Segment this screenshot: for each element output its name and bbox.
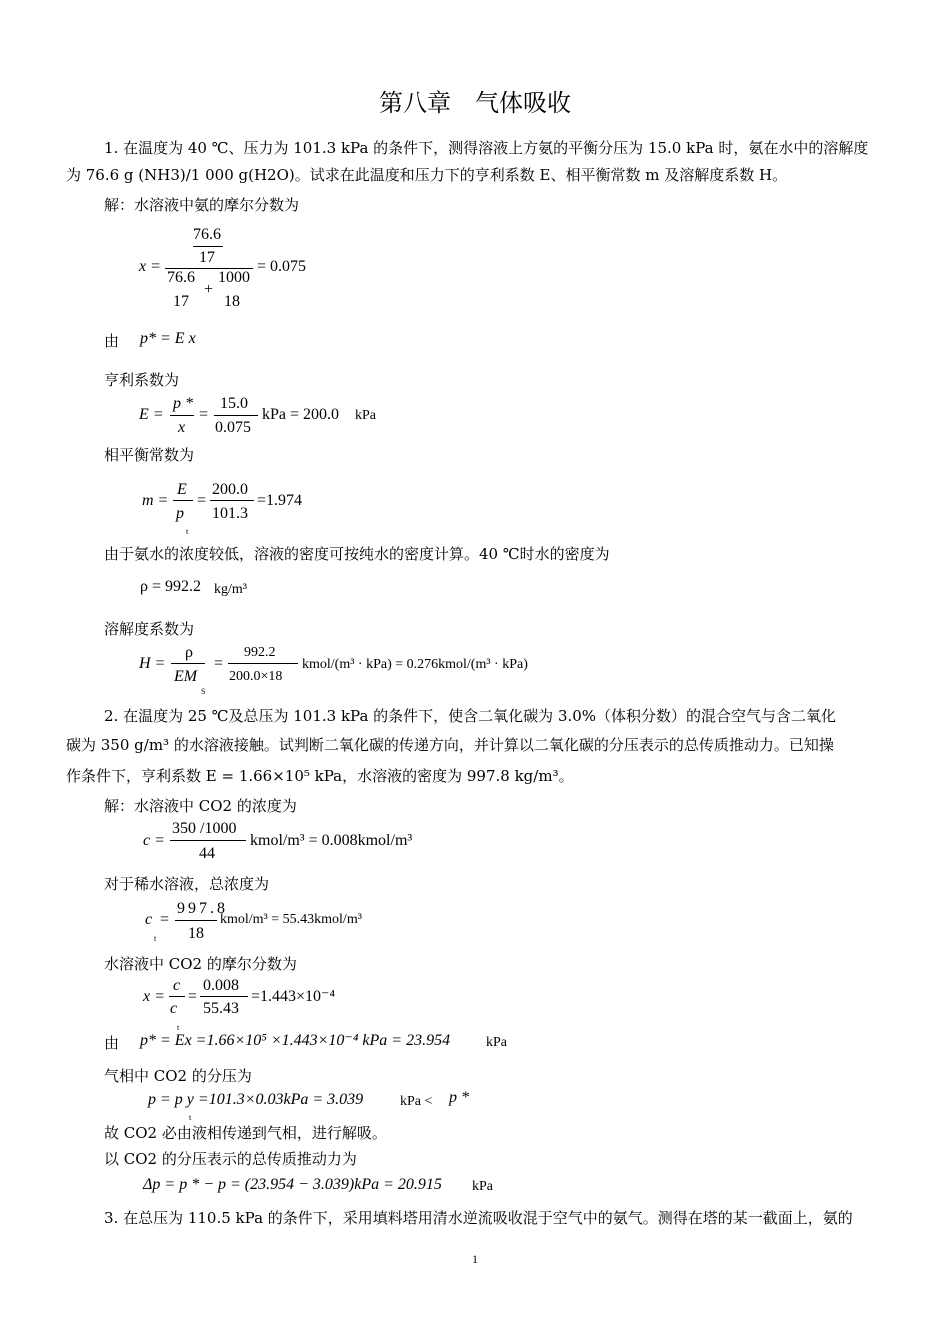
eq3-den2: 0.075: [215, 419, 251, 436]
total-concentration-label: 对于稀水溶液，总浓度为: [104, 875, 270, 893]
equation-density: ρ = 992.2: [140, 578, 202, 595]
eq4-eq: =: [197, 492, 207, 509]
eq9-result: =1.443×10⁻⁴: [251, 988, 336, 1005]
density-unit: kg/m³: [214, 582, 247, 597]
co2-mole-fraction-label: 水溶液中 CO2 的摩尔分数为: [104, 955, 297, 973]
you-label-2: 由: [104, 1034, 120, 1052]
eq1-den-n2: 76.6: [167, 269, 195, 286]
eq10-unit: kPa: [486, 1035, 507, 1050]
problem-3-line-1: 3. 在总压为 110.5 kPa 的条件下，采用填料塔用清水逆流吸收混于空气中的氨气。测得在塔的某一截面上，氨的: [104, 1209, 853, 1227]
eq9-num2: 0.008: [203, 977, 239, 994]
eq3-eq: =: [199, 406, 209, 423]
eq7-bar: [170, 840, 246, 841]
eq6-den1: EM: [174, 668, 198, 685]
eq9-den2: 55.43: [203, 1000, 239, 1017]
eq6-lhs: H =: [139, 655, 166, 672]
eq3-lhs: E =: [139, 406, 164, 423]
eq3-bar1: [170, 415, 194, 416]
eq4-num1: E: [177, 481, 187, 498]
eq1-num-top: 76.6: [193, 226, 221, 243]
eq1-den-n3: 1000: [218, 269, 250, 286]
eq7-num: 350 /1000: [172, 820, 237, 837]
eq1-den-d3: 18: [224, 293, 240, 310]
eq1-inner-bar: [193, 246, 223, 247]
phase-equilibrium-label: 相平衡常数为: [104, 446, 195, 464]
eq4-den1: p: [176, 505, 184, 522]
eq8-lhs: c: [145, 911, 153, 928]
equation-henry-law: p* = E x: [140, 330, 196, 347]
eq7-den: 44: [199, 845, 215, 862]
gas-partial-pressure-label: 气相中 CO2 的分压为: [104, 1067, 252, 1085]
eq11-unit: kPa <: [400, 1094, 433, 1109]
eq6-sub: S: [201, 687, 206, 696]
eq9-sub: t: [177, 1023, 180, 1032]
equation-driving-force: Δp = p * − p = (23.954 − 3.039)kPa = 20.915: [143, 1176, 442, 1193]
eq4-sub: t: [186, 527, 189, 536]
eq9-bar2: [200, 996, 248, 997]
problem-2-line-2: 碳为 350 g/m³ 的水溶液接触。试判断二氧化碳的传递方向，并计算以二氧化碳的分压表示的总传质推动力。已知操: [66, 736, 834, 754]
eq8-den: 18: [188, 925, 204, 942]
eq9-num1: c: [173, 977, 181, 994]
eq8-sub: t: [154, 934, 157, 943]
eq1-num-bottom: 17: [199, 249, 215, 266]
eq8-eq: =: [160, 911, 170, 928]
equation-gas-partial-pressure: p = p y =101.3×0.03kPa = 3.039: [148, 1091, 364, 1108]
eq4-bar1: [173, 500, 193, 501]
eq8-num: 997.8: [177, 900, 228, 917]
eq1-lhs: x =: [139, 258, 161, 275]
density-text: 由于氨水的浓度较低，溶液的密度可按纯水的密度计算。40 ℃时水的密度为: [104, 545, 610, 563]
eq3-result: kPa = 200.0: [262, 406, 340, 423]
eq4-result: =1.974: [257, 492, 303, 509]
eq9-den1: c: [170, 1000, 178, 1017]
henry-coefficient-label: 亨利系数为: [104, 371, 180, 389]
eq1-den-d2: 17: [173, 293, 189, 310]
eq8-result: kmol/m³ = 55.43kmol/m³: [220, 912, 362, 927]
eq4-num2: 200.0: [212, 481, 248, 498]
eq6-bar2: [228, 663, 298, 664]
solution-1-intro: 解：水溶液中氨的摩尔分数为: [104, 196, 300, 214]
eq1-result: = 0.075: [257, 258, 307, 275]
problem-1-line-2: 为 76.6 g (NH3)/1 000 g(H2O)。试求在此温度和压力下的亨利系数 E、相平衡常数 m 及溶解度系数 H。: [66, 166, 788, 184]
eq9-lhs: x =: [143, 988, 165, 1005]
eq3-num1: p *: [173, 395, 193, 412]
solution-2-intro: 解：水溶液中 CO2 的浓度为: [104, 797, 297, 815]
eq6-num2: 992.2: [244, 645, 276, 660]
eq8-bar: [175, 920, 217, 921]
problem-1-line-1: 1. 在温度为 40 ℃、压力为 101.3 kPa 的条件下，测得溶液上方氨的平衡分压为 15.0 kPa 时，氨在水中的溶解度: [104, 139, 869, 157]
chapter-title: 第八章 气体吸收: [379, 89, 571, 117]
eq9-eq: =: [188, 988, 198, 1005]
eq6-result: kmol/(m³ · kPa) = 0.276kmol/(m³ · kPa): [302, 657, 528, 672]
desorption-conclusion: 故 CO2 必由液相传递到气相，进行解吸。: [104, 1124, 387, 1142]
you-label-1: 由: [104, 332, 120, 350]
problem-2-line-3: 作条件下，亨利系数 E = 1.66×10⁵ kPa，水溶液的密度为 997.8 kg/m³。: [66, 767, 574, 785]
eq4-den2: 101.3: [212, 505, 248, 522]
eq11-sub: t: [189, 1113, 192, 1122]
eq7-result: kmol/m³ = 0.008kmol/m³: [250, 832, 413, 849]
eq4-lhs: m =: [142, 492, 169, 509]
eq6-den2: 200.0×18: [229, 669, 283, 684]
equation-equilibrium-partial-pressure: p* = Ex =1.66×10⁵ ×1.443×10⁻⁴ kPa = 23.954: [140, 1032, 451, 1049]
page-number: 1: [472, 1252, 478, 1266]
eq4-bar2: [210, 500, 254, 501]
eq11-tail: p *: [449, 1089, 469, 1106]
eq3-unit: kPa: [355, 408, 376, 423]
eq3-bar2: [214, 415, 258, 416]
eq1-plus: +: [204, 281, 214, 298]
problem-2-line-1: 2. 在温度为 25 ℃及总压为 101.3 kPa 的条件下，使含二氧化碳为 3.0%（体积分数）的混合空气与含二氧化: [104, 707, 837, 725]
driving-force-label: 以 CO2 的分压表示的总传质推动力为: [104, 1150, 357, 1168]
eq3-den1: x: [178, 419, 186, 436]
eq12-unit: kPa: [472, 1179, 493, 1194]
eq6-eq: =: [214, 655, 224, 672]
eq3-num2: 15.0: [220, 395, 248, 412]
eq7-lhs: c =: [143, 832, 165, 849]
eq9-bar1: [169, 996, 185, 997]
eq6-num1: ρ: [185, 644, 193, 661]
solubility-coefficient-label: 溶解度系数为: [104, 620, 195, 638]
eq6-bar1: [171, 663, 205, 664]
